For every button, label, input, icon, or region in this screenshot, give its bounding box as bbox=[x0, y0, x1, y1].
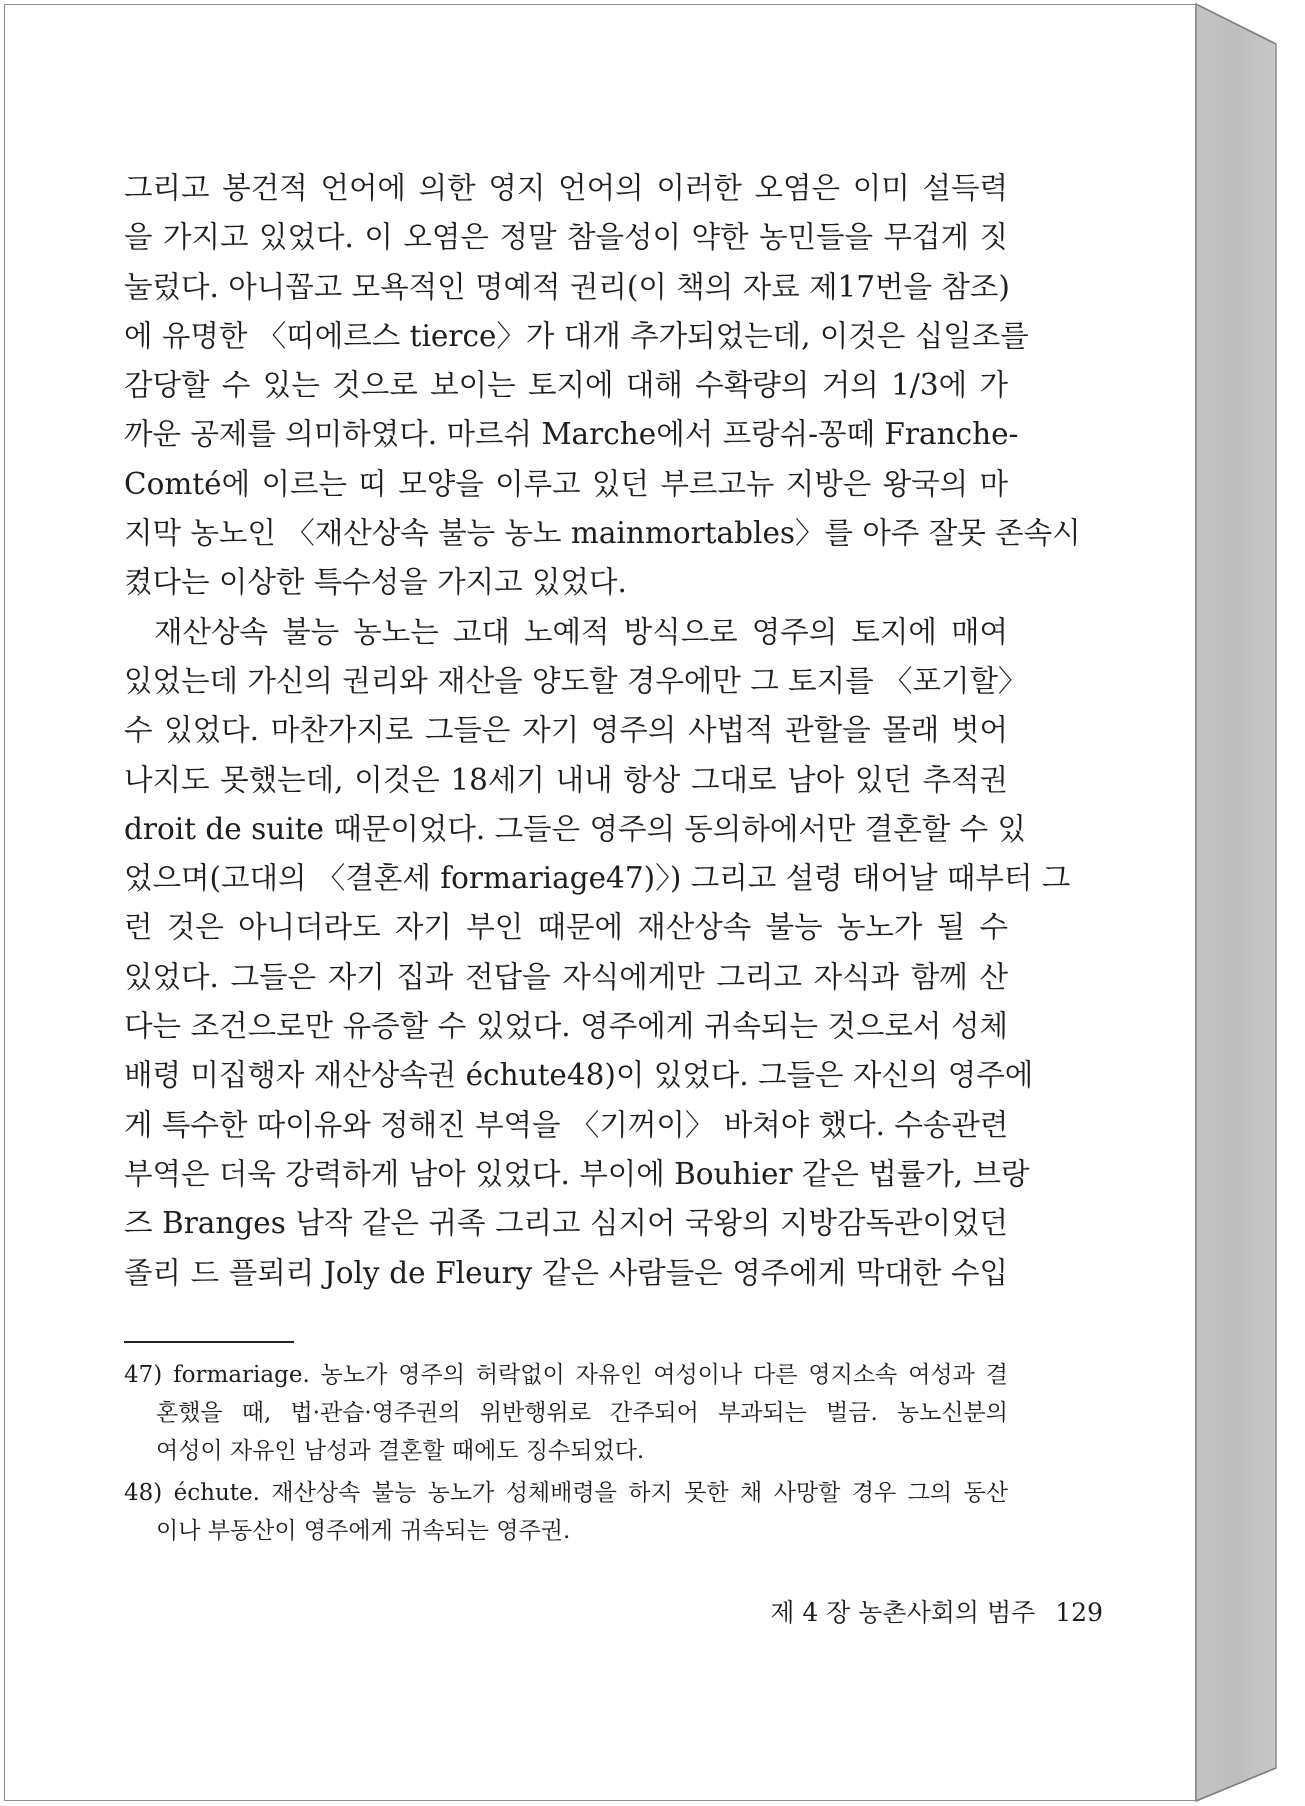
text-line: 즈 Branges 남작 같은 귀족 그리고 심지어 국왕의 지방감독관이었던 bbox=[124, 1206, 1008, 1241]
footnote-line: 이나 부동산이 영주에게 귀속되는 영주권. bbox=[156, 1518, 571, 1544]
footnote-line: 48) échute. 재산상속 불능 농노가 성체배령을 하지 못한 채 사망할 경우 그의 동산 bbox=[124, 1480, 1008, 1506]
running-footer bbox=[770, 1593, 1103, 1629]
footnote-48 bbox=[124, 1474, 1008, 1550]
text-line: 재산상속 불능 농노는 고대 노예적 방식으로 영주의 토지에 매여 bbox=[154, 614, 1008, 649]
text-line: 에 유명한 〈띠에르스 tierce〉가 대개 추가되었는데, 이것은 십일조를 bbox=[124, 318, 1029, 353]
text-line: 었으며(고대의 〈결혼세 formariage47)〉) 그리고 설령 태어날 때부터 그 bbox=[124, 861, 1071, 896]
chapter-title: 제 4 장 농촌사회의 범주 bbox=[770, 1598, 1036, 1627]
footnote-47 bbox=[124, 1356, 1008, 1470]
text-line: 감당할 수 있는 것으로 보이는 토지에 대해 수확량의 거의 1/3에 가 bbox=[124, 368, 1008, 403]
text-line: 지막 농노인 〈재산상속 불능 농노 mainmortables〉를 아주 잘못 존속시 bbox=[124, 516, 1081, 551]
footnote-line: 여성이 자유인 남성과 결혼할 때에도 징수되었다. bbox=[156, 1438, 645, 1464]
text-line: 그리고 봉건적 언어에 의한 영지 언어의 이러한 오염은 이미 설득력 bbox=[124, 171, 1008, 205]
footnotes bbox=[124, 1356, 1008, 1554]
footnote-line: 혼했을 때, 법·관습·영주권의 위반행위로 간주되어 부과되는 벌금. 농노신분의 bbox=[156, 1400, 1008, 1426]
text-line: 배령 미집행자 재산상속권 échute48)이 있었다. 그들은 자신의 영주에 bbox=[124, 1058, 1034, 1093]
text-line: 있었다. 그들은 자기 집과 전답을 자식에게만 그리고 자식과 함께 산 bbox=[124, 959, 1008, 994]
text-line: 을 가지고 있었다. 이 오염은 정말 참을성이 약한 농민들을 무겁게 짓 bbox=[124, 220, 1008, 255]
text-line: 나지도 못했는데, 이것은 18세기 내내 항상 그대로 남아 있던 추적권 bbox=[124, 762, 1008, 797]
text-line: 수 있었다. 마찬가지로 그들은 자기 영주의 사법적 관할을 몰래 벗어 bbox=[124, 713, 1008, 748]
page-number: 129 bbox=[1055, 1598, 1103, 1627]
text-line: droit de suite 때문이었다. 그들은 영주의 동의하에서만 결혼할 수 있 bbox=[124, 811, 1026, 846]
text-line: 졸리 드 플뢰리 Joly de Fleury 같은 사람들은 영주에게 막대한 수입 bbox=[124, 1255, 1008, 1290]
body-text bbox=[124, 164, 1081, 1298]
text-line: Comté에 이르는 띠 모양을 이루고 있던 부르고뉴 지방은 왕국의 마 bbox=[124, 466, 1008, 501]
text-line: 까운 공제를 의미하였다. 마르쉬 Marche에서 프랑쉬-꽁떼 Franche- bbox=[124, 417, 1019, 452]
footnote-line: 47) formariage. 농노가 영주의 허락없이 자유인 여성이나 다른 영지소속 여성과 결 bbox=[124, 1362, 1008, 1388]
text-line: 다는 조건으로만 유증할 수 있었다. 영주에게 귀속되는 것으로서 성체 bbox=[124, 1009, 1008, 1044]
text-line: 있었는데 가신의 권리와 재산을 양도할 경우에만 그 토지를 〈포기할〉 bbox=[124, 663, 1028, 698]
text-line: 런 것은 아니더라도 자기 부인 때문에 재산상속 불능 농노가 될 수 bbox=[124, 910, 1008, 945]
footnote-rule bbox=[124, 1341, 294, 1343]
text-line: 부역은 더욱 강력하게 남아 있었다. 부이에 Bouhier 같은 법률가, 브랑 bbox=[124, 1156, 1030, 1191]
text-line: 눌렀다. 아니꼽고 모욕적인 명예적 권리(이 책의 자료 제17번을 참조) bbox=[124, 269, 1010, 304]
text-line: 켰다는 이상한 특수성을 가지고 있었다. bbox=[124, 565, 627, 600]
text-line: 게 특수한 따이유와 정해진 부역을 〈기꺼이〉 바쳐야 했다. 수송관련 bbox=[124, 1107, 1009, 1142]
